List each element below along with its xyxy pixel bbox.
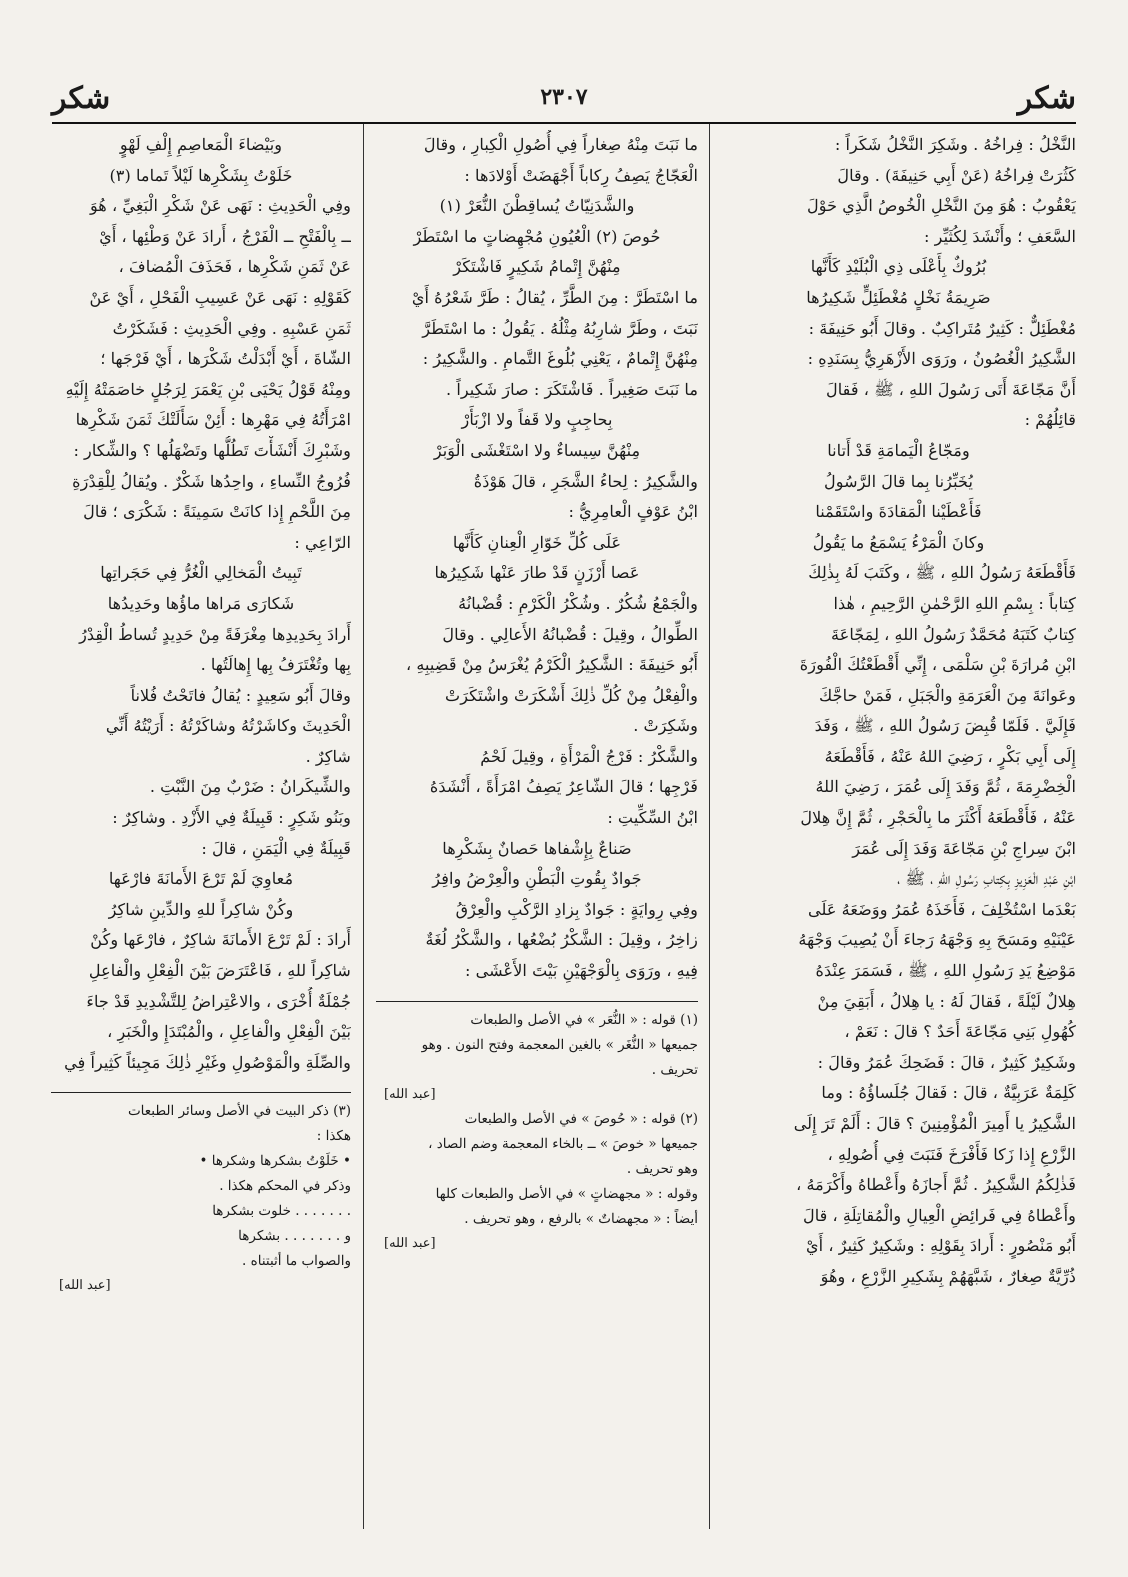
headword-left: شكر: [52, 81, 111, 116]
text-line: أَرادَ بِحَدِيدِها مِغْرَفَةً مِنْ حَدِيدٍ تُساطُ الْقِدْرُ: [79, 624, 351, 644]
text-line: نَبَتَ ، وطَرَّ شارِبُهُ مِثْلُهُ . يَقُولُ : ما اسْتَطَرَّ: [422, 318, 698, 338]
footnote-line: . . . . . . . خلوت بشكرها: [212, 1203, 351, 1220]
footnote-line: جميعها « خوصَ » ــ بالخاء المعجمة وضم الصاد ،: [428, 1135, 698, 1152]
text-line: كِتاباً : بِسْمِ اللهِ الرَّحْمٰنِ الرَّحِيمِ ، هٰذا: [833, 593, 1076, 613]
text-line: ما نَبَتَ مِنْهُ صِغاراً فِي أُصُولِ الْكِبارِ ، وقالَ: [423, 135, 698, 154]
middle-column: [376, 130, 698, 1550]
footnote-line: هكذا :: [316, 1128, 351, 1145]
verse-line: تَبِيتُ الْمَخالِي الْغُرُّ فِي حَجَراتِها: [100, 563, 302, 583]
text-line: مُغْطَئِلٌّ : كَثِيرٌ مُتَراكِبٌ . وقالَ أَبُو حَنِيفَةَ :: [808, 318, 1076, 338]
verse-line: وكُنْ شاكِراً للهِ والدِّينِ شاكِرُ: [108, 899, 294, 919]
text-line: فُرُوجُ النِّساءِ ، واحِدُها شَكْرٌ . ويُقالُ لِلْقِدْرَةِ: [72, 471, 351, 491]
text-line: كَلِمَةٌ عَرَبِيَّةٌ ، قالَ : فَقالَ جُلَساؤُهُ : وما: [821, 1083, 1076, 1103]
text-line: الْحَدِيثَ وكاشَرْتُهُ وشاكَرْتُهُ : أَرَيْتُهُ أَنِّي: [105, 716, 351, 736]
text-line: الشَّكِيرُ يا أَمِيرَ الْمُؤْمِنِينَ ؟ قالَ : أَلَمْ تَرَ إِلَى: [793, 1114, 1076, 1133]
text-line: مِنَ اللَّحْمِ إِذا كانَتْ سَمِينَةً : شَكْرَى ؛ قالَ: [83, 502, 351, 522]
footnote-line: وذكر في المحكم هكذا .: [219, 1178, 351, 1195]
text-line: أَنَّ مَجّاعَةَ أَتَى رَسُولَ اللهِ ، ﷺ ، فَقالَ: [825, 379, 1076, 399]
text-line: وفِي رِوايَةٍ : جَوادٌ بِزادِ الرَّكْبِ والْعِرْقُ: [455, 899, 698, 919]
verse-line: بُرُوكٌ بِأَعْلَى ذِي الْبُلَيْدِ كَأَنَّها: [810, 257, 987, 277]
footnote-line: والصواب ما أثبتناه .: [242, 1253, 351, 1270]
text-line: يَعْقُوبُ : هُوَ مِنَ النَّخْلِ الْخُوصُ الَّذِي حَوْلَ: [806, 196, 1076, 216]
verse-line: والشَّدَنِيّاتُ يُساقِطْنَ النُّعَرْ (١): [439, 196, 635, 216]
text-line: عَنْ ثَمَنِ شَكْرِها ، فَحَذَفَ الْمُضافَ ،: [118, 257, 351, 277]
verse-line: جَوادٌ بِقُوتِ الْبَطْنِ والْعِرْضُ وافِرُ: [432, 869, 642, 889]
text-line: ما نَبَتَ صَغِيراً . فَاشْتَكَرَ : صارَ شَكِيراً .: [446, 379, 698, 399]
text-line: النَّخْلُ : فِراخُهُ . وشَكِرَ النَّخْلُ شَكَراً :: [834, 135, 1076, 154]
text-line: وبَنُو شَكِرٍ : قَبِيلَةٌ فِي الأَزْدِ . وشاكِرٌ :: [112, 808, 351, 828]
text-line: ذُرِّيَّةٌ صِغارٌ ، شَبَّهَهُمْ بِشَكِيرِ الزَّرْعِ ، وهُوَ: [820, 1266, 1076, 1286]
text-line: فَذٰلِكُمُ الشَّكِيرُ . ثُمَّ أَجازَهُ وأَعْطاهُ وأَكْرَمَهُ ،: [796, 1175, 1076, 1195]
text-line: والْفِعْلُ مِنْ كُلِّ ذٰلِكَ أَشْكَرَتْ واشْتَكَرَتْ: [444, 685, 698, 705]
text-line: والشَّكْرُ : فَرْجُ الْمَرْأَةِ ، وقِيلَ لَحْمُ: [480, 746, 698, 766]
verse-line: صَناعٌ بِإِشْفاها حَصانٌ بِشَكْرِها: [442, 838, 632, 858]
verse-line: عَصا أَرْزَنٍ قَدْ طارَ عَنْها شَكِيرُها: [434, 563, 640, 583]
footnote-line: وهو تحريف .: [626, 1160, 698, 1177]
verse-line: وبَيْضاءَ الْمَعاصِمِ إِلْفِ لَهْوٍ: [119, 135, 283, 154]
text-line: الشّاةَ ، أَيْ أَبْدَلْتُ شَكْرَها ، أَيْ فَرْجَها ؛: [100, 349, 351, 369]
footnote-separator: [51, 1092, 351, 1093]
text-line: وشَكِرَتْ .: [633, 716, 698, 736]
text-line: والشِّيكَرانُ : ضَرْبٌ مِنَ النَّبْتِ .: [149, 777, 351, 797]
text-line: وفِي الْحَدِيثِ : نَهَى عَنْ شَكْرِ الْبَغِيِّ ، هُوَ: [89, 196, 351, 216]
page-header: [52, 82, 1076, 124]
footnote-signature: [عبد الله]: [384, 1235, 436, 1251]
text-line: فِيهِ ، ورَوَى بِالْوَجْهَيْنِ بَيْتَ الأَعْشَى :: [465, 961, 698, 981]
text-line: الطِّوالُ ، وقِيلَ : قُضْبانُهُ الأَعالِي . وقالَ: [442, 624, 698, 644]
text-line: هِلالٌ لَيْلَةً ، فَقالَ لَهُ : يا هِلالُ ، أَبَقِيَ مِنْ: [817, 991, 1076, 1011]
text-line: الرّاعِي :: [294, 532, 351, 552]
verse-line: صَرِيمَةُ نَخْلٍ مُغْطَئِلٍّ شَكِيرُها: [806, 287, 991, 307]
text-line: السَّعَفِ ؛ وأَنْشَدَ لِكُثَيِّر :: [924, 226, 1076, 246]
text-line: مِنْهُنَّ إِتْمامٌ ، يَعْنِي بُلُوغَ التَّمامِ . والشَّكِيرُ :: [422, 349, 698, 369]
verse-line: خَلَوْتُ بِشَكْرِها لَيْلاً تَماما (٣): [109, 165, 293, 185]
footnote-separator: [376, 1001, 698, 1002]
headword-right: شكر: [1017, 81, 1076, 116]
text-line: مَوْضِعُ يَدِ رَسُولِ اللهِ ، ﷺ ، فَسَمَرَ عِنْدَهُ: [815, 961, 1076, 981]
verse-line: ومَجّاعُ الْيَمامَةِ قَدْ أَتانا: [827, 440, 970, 460]
text-line: بَعْدَما اسْتُخْلِفَ ، فَأَخَذَهُ عُمَرُ ووَضَعَهُ عَلَى: [807, 899, 1076, 919]
text-line: والصِّلَةِ والْمَوْصُولِ وغَيْرِ ذٰلِكَ مَجِيئاً كَثِيراً فِي: [64, 1052, 351, 1072]
footnote-line: و . . . . . . . بشكرها: [238, 1228, 351, 1245]
text-line: قَبِيلَةٌ فِي الْيَمَنِ ، قالَ :: [201, 838, 351, 858]
footnote-line: تحريف .: [651, 1061, 698, 1078]
text-line: شاكِرٌ .: [305, 746, 351, 766]
text-line: أَبُو مَنْصُورٍ : أَرادَ بِقَوْلِهِ : وشَكِيرٌ كَثِيرٌ ، أَيْ: [806, 1236, 1076, 1256]
footnote-line: • خَلَوْتُ بشكرها وشكرها •: [199, 1153, 351, 1170]
footnote-line: (٣) ذكر البيت في الأصل وسائر الطبعات: [127, 1103, 351, 1120]
text-line: ثَمَنِ عَسْبِهِ . وفِي الْحَدِيثِ : فَشَكَرْتُ: [112, 318, 351, 338]
verse-line: عَلَى كُلِّ خَوّارِ الْعِنانِ كَأَنَّها: [452, 532, 622, 552]
text-line: كَثُرَتْ فِراخُهُ (عَنْ أَبِي حَنِيفَةَ) . وقالَ: [837, 165, 1076, 185]
text-line: ابْنُ عَوْفٍ الْعامِرِيُّ :: [568, 502, 698, 522]
verse-line: وكانَ الْمَرْءُ يَسْمَعُ ما يَقُولُ: [812, 532, 985, 552]
text-line: جُمْلَةٌ أُخْرَى ، والاعْتِراضُ لِلتَّشْدِيدِ قَدْ جاءَ: [86, 991, 351, 1011]
verse-line: مِنْهُنَّ سِيساءٌ ولا اسْتَغْشَى الْوَبَرْ: [433, 440, 641, 460]
text-line: وشَكِيرٌ كَثِيرٌ ، قالَ : فَضَحِكَ عُمَرُ وقالَ :: [817, 1052, 1076, 1072]
text-line: زاخِرُ ، وقِيلَ : الشَّكْرُ بُضْعُها ، والشَّكْرُ لُغَةٌ: [425, 930, 698, 950]
page-number: ٢٣٠٧: [540, 84, 588, 110]
text-line: بَيْنَ الْفِعْلِ والْفاعِلِ ، والْمُبْتَدَإِ والْخَبَرِ ،: [107, 1022, 351, 1042]
text-line: ابْنِ مُرارَةَ بْنِ سَلْمَى ، إِنِّي أَقْطَعْتُكَ الْفُورَةَ: [799, 655, 1076, 675]
footnote-line: (٢) قوله : « حُوصَ » في الأصل والطبعات: [464, 1110, 698, 1127]
text-line: كِتابٌ كَتَبَهُ مُحَمَّدٌ رَسُولُ اللهِ ، لِمَجّاعَةَ: [831, 624, 1076, 644]
text-line: وشَبْرِكَ أَنْشَأْتَ تَطُلُّها وتَضْهَلُها ؟ والشِّكار :: [73, 440, 351, 460]
text-line: والشَّكِيرُ : لِحاءُ الشَّجَرِ ، قالَ هَوْذَةُ: [473, 471, 698, 491]
text-line: وقالَ أَبُو سَعِيدٍ : يُقالُ فاتَحْتُ فُلاناً: [130, 685, 351, 705]
text-line: الزَّرْعِ إِذا زَكا فَأَفْرَخَ فَنَبَتَ فِي أُصُولِهِ ،: [827, 1144, 1076, 1164]
text-line: عَيْنَيْهِ ومَسَحَ بِهِ وَجْهَهُ رَجاءَ أَنْ يُصِيبَ وَجْهَهُ: [798, 930, 1076, 950]
right-column: [721, 130, 1076, 1550]
text-line: شاكِراً للهِ ، فَاعْتَرَضَ بَيْنَ الْفِعْلِ والْفاعِلِ: [88, 961, 351, 981]
text-line: الْعَجّاجُ يَصِفُ رِكاباً أَجْهَضَتْ أَوْلادَها :: [464, 165, 698, 185]
verse-line: بِحاجِبٍ ولا قَفاً ولا ازْبَأَرْ: [461, 410, 613, 430]
footnote-signature: [عبد الله]: [59, 1278, 111, 1294]
text-line: ابْنَ سِراجِ بْنِ مَجّاعَةَ وَفَدَ إِلَى عُمَرَ: [852, 838, 1076, 858]
text-line: الشَّكِيرُ الْغُصُونُ ، ورَوَى الأَزْهَرِيُّ بِسَنَدِهِ :: [807, 349, 1076, 369]
text-line: كُهُولِ بَنِي مَجّاعَةَ أَحَدٌ ؟ قالَ : نَعَمْ ،: [844, 1022, 1076, 1042]
text-line: فَإِلَيَّ . فَلَمّا قُبِضَ رَسُولُ اللهِ ، ﷺ ، وَفَدَ: [814, 716, 1076, 736]
text-line: ابْنِ عَبْدِ الْعَزِيزِ بِكِتابِ رَسُولِ اللهِ ، ﷺ ،: [897, 869, 1076, 889]
footnote-line: وقوله : « مجهضاتٍ » في الأصل والطبعات كلها: [435, 1185, 698, 1202]
footnote-line: جميعها « النُّغَر » بالغين المعجمة وفتح النون . وهو: [421, 1036, 698, 1053]
verse-line: حُوصَ (٢) الْعُيُونِ مُجْهِضاتٍ ما اسْتَطَرْ: [413, 226, 661, 246]
text-line: عَنْهُ ، فَأَقْطَعَهُ أَكْثَرَ ما بِالْحَجْرِ ، ثُمَّ إِنَّ هِلالَ: [800, 808, 1076, 828]
text-line: ما اسْتَطَرَّ : مِنَ الطَّرِّ ، يُقالُ : طَرَّ شَعْرُهُ أَيْ: [411, 287, 698, 307]
text-line: وعَوانَةَ مِنَ الْعَرَمَةِ والْجَبَلِ ، فَمَنْ حاجَّكَ: [819, 685, 1076, 705]
verse-line: شَكارَى مَراها ماؤُها وحَدِيدُها: [107, 593, 295, 613]
text-line: أَرادَ : لَمْ تَرْعَ الأَمانَةَ شاكِرٌ ، فارْعَها وكُنْ: [90, 930, 351, 950]
text-line: فَرْجِها ؛ قالَ الشّاعِرُ يَصِفُ امْرَأَةً ، أَنْشَدَهُ: [429, 777, 698, 797]
text-line: قائِلُهُمْ :: [1024, 410, 1076, 430]
text-line: والْجَمْعُ شُكُرٌ . وشُكْرُ الْكَرْمِ : قُضْبانُهُ: [458, 593, 698, 613]
verse-line: فَأَعْطَيْنا الْمَقادَةَ واسْتَقَمْنا: [815, 502, 982, 522]
text-line: إِلَى أَبِي بَكْرٍ ، رَضِيَ اللهُ عَنْهُ ، فَأَقْطَعَهُ: [824, 746, 1076, 766]
verse-line: يُخَبِّرُنا بِما قالَ الرَّسُولُ: [824, 471, 973, 491]
text-line: كَقَوْلِهِ : نَهَى عَنْ عَسِيبِ الْفَحْلِ ، أَيْ عَنْ: [89, 287, 351, 307]
column-divider-2: [363, 124, 364, 1529]
column-divider-1: [709, 124, 710, 1529]
text-line: ــ بِالْفَتْحِ ــ الْفَرْجُ ، أَرادَ عَنْ وَطْئِها ، أَيْ: [99, 226, 351, 246]
verse-line: مُعاوِيَ لَمْ تَرْعَ الأَمانَةَ فارْعَها: [108, 869, 294, 889]
verse-line: مِنْهُنَّ إِتْمامُ شَكِيرٍ فَاشْتَكَرْ: [453, 257, 621, 277]
text-line: امْرَأَتُهُ فِي مَهْرِها : أَئِنْ سَأَلَتْكَ ثَمَنَ شَكْرِها: [75, 410, 351, 430]
text-line: فَأَقْطَعَهُ رَسُولُ اللهِ ، ﷺ ، وكَتَبَ لَهُ بِذٰلِكَ: [808, 563, 1076, 583]
left-column: [51, 130, 351, 1550]
text-line: بِها وتُغْتَرَفُ بِها إِهالَتُها .: [200, 655, 351, 675]
footnote-line: (١) قوله : « النُّعَر » في الأصل والطبعات: [470, 1011, 698, 1028]
text-line: الْخِضْرِمَةَ ، ثُمَّ وَفَدَ إِلَى عُمَرَ ، رَضِيَ اللهُ: [815, 777, 1076, 797]
text-line: أَبُو حَنِيفَةَ : الشَّكِيرُ الْكَرْمُ يُغْرَسُ مِنْ قَضِيبِهِ ،: [405, 655, 698, 675]
footnote-line: أيضاً : « مجهضاتٌ » بالرفع ، وهو تحريف .: [464, 1210, 698, 1227]
text-line: وأَعْطاهُ فِي فَرائِضِ الْعِيالِ والْمُقاتِلَةِ ، قالَ: [802, 1205, 1076, 1225]
text-line: ومِنْهُ قَوْلُ يَحْيَى بْنِ يَعْمَرَ لِرَجُلٍ خاصَمَتْهُ إِلَيْهِ: [65, 379, 351, 399]
footnote-signature: [عبد الله]: [384, 1086, 436, 1102]
text-line: ابْنُ السِّكِّيتِ :: [607, 808, 698, 828]
